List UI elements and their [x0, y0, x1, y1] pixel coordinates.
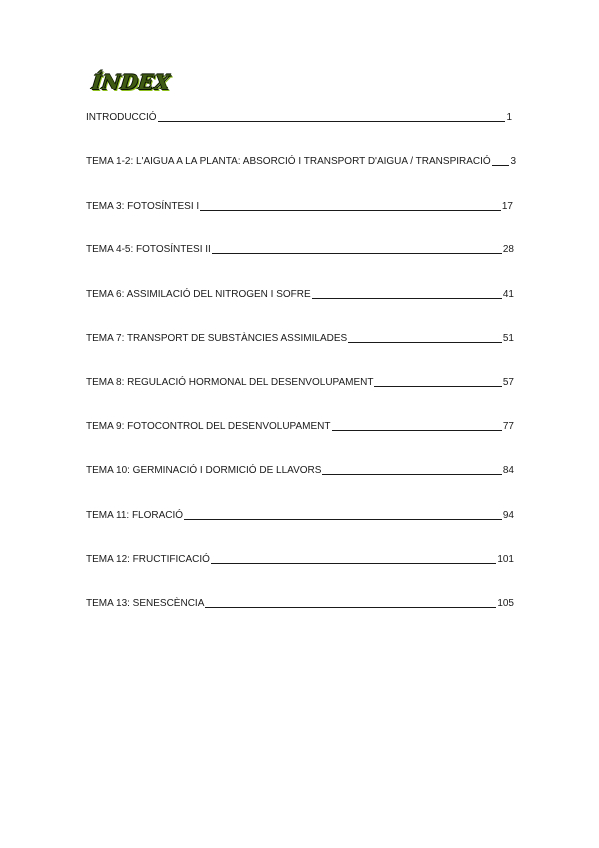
toc-entry-tema-7[interactable] [86, 331, 514, 345]
toc-page-number: 77 [502, 421, 514, 432]
toc-entry-label: TEMA 6: ASSIMILACIÓ DEL NITROGEN I SOFRE [86, 289, 311, 300]
toc-entry-tema-10[interactable] [86, 463, 514, 477]
toc-entry-introduccio[interactable] [86, 110, 512, 124]
toc-page-number: 1 [506, 112, 512, 123]
toc-leader-line [212, 253, 502, 254]
toc-entry-label: TEMA 12: FRUCTIFICACIÓ [86, 554, 210, 565]
toc-entry-tema-11[interactable] [86, 508, 514, 522]
toc-entry-tema-4-5[interactable] [86, 242, 514, 256]
toc-entry-label: TEMA 13: SENESCÈNCIA [86, 598, 205, 609]
toc-entry-tema-1-2[interactable] [86, 154, 516, 168]
toc-entry-label: TEMA 11: FLORACIÓ [86, 510, 184, 521]
toc-leader-line [332, 430, 502, 431]
toc-page-number: 94 [502, 510, 514, 521]
toc-entry-tema-6[interactable] [86, 287, 514, 301]
toc-leader-line [348, 342, 502, 343]
toc-entry-tema-8[interactable] [86, 375, 514, 389]
toc-entry-tema-3[interactable] [86, 199, 513, 213]
toc-leader-line [200, 210, 501, 211]
toc-leader-line [312, 298, 502, 299]
toc-entry-label: TEMA 1-2: L'AIGUA A LA PLANTA: ABSORCIÓ I TRANSPORT D'AIGUA / TRANSPIRACIÓ [86, 156, 491, 167]
toc-entry-label: TEMA 8: REGULACIÓ HORMONAL DEL DESENVOLUPAMENT [86, 377, 374, 388]
toc-page-number: 57 [502, 377, 514, 388]
toc-leader-line [322, 474, 501, 475]
toc-leader-line [492, 165, 510, 166]
toc-leader-line [184, 519, 502, 520]
toc-entry-tema-12[interactable] [86, 552, 514, 566]
toc-entry-label: INTRODUCCIÓ [86, 112, 157, 123]
toc-page-number: 84 [502, 465, 514, 476]
toc-entry-label: TEMA 10: GERMINACIÓ I DORMICIÓ DE LLAVORS [86, 465, 322, 476]
toc-entry-label: TEMA 4-5: FOTOSÍNTESI II [86, 244, 211, 255]
toc-entry-tema-9[interactable] [86, 419, 514, 433]
toc-leader-line [374, 386, 501, 387]
toc-page-number: 105 [497, 598, 514, 609]
toc-entry-tema-13[interactable] [86, 596, 514, 610]
toc-page-number: 101 [497, 554, 514, 565]
toc-leader-line [158, 121, 506, 122]
toc-entry-label: TEMA 3: FOTOSÍNTESI I [86, 201, 200, 212]
toc-page-number: 28 [502, 244, 514, 255]
toc-page-number: 17 [501, 201, 513, 212]
toc-leader-line [211, 563, 496, 564]
index-title: ÍNDEX [90, 70, 172, 94]
toc-page-number: 51 [502, 333, 514, 344]
toc-entry-label: TEMA 9: FOTOCONTROL DEL DESENVOLUPAMENT [86, 421, 331, 432]
toc-page-number: 3 [510, 156, 516, 167]
toc-leader-line [205, 607, 496, 608]
toc-entry-label: TEMA 7: TRANSPORT DE SUBSTÀNCIES ASSIMILADES [86, 333, 348, 344]
toc-page-number: 41 [502, 289, 514, 300]
